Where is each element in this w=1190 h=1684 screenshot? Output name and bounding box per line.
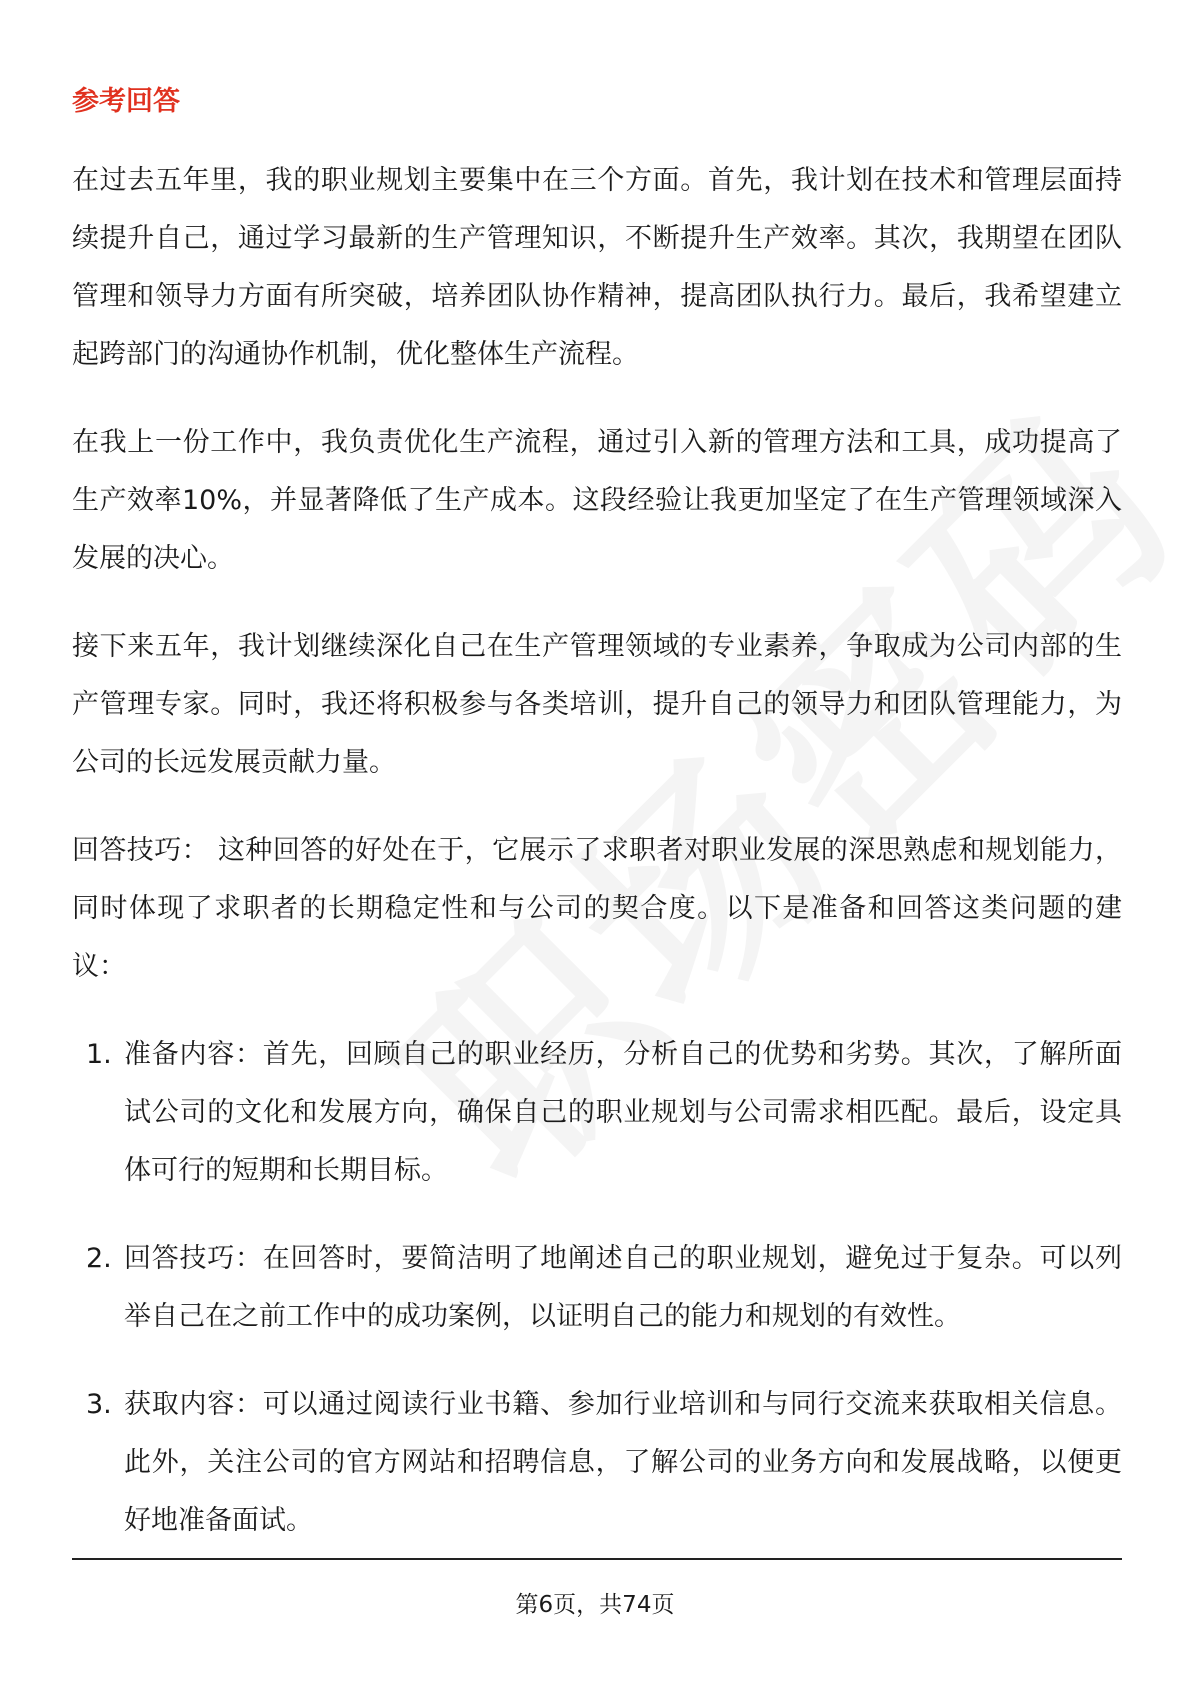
page-number: 第6页，共74页 — [515, 1592, 675, 1618]
tips-list — [72, 1026, 1122, 1550]
paragraph-answer-tips: 回答技巧： 这种回答的好处在于，它展示了求职者对职业发展的深思熟虑和规划能力，同时体现了求职者的长期稳定性和与公司的契合度。以下是准备和回答这类问题的建议： — [72, 835, 1122, 982]
list-item-text: 获取内容：可以通过阅读行业书籍、参加行业培训和与同行交流来获取相关信息。此外，关注公司的官方网站和招聘信息，了解公司的业务方向和发展战略，以便更好地准备面试。 — [124, 1389, 1122, 1536]
list-item-text: 回答技巧：在回答时，要简洁明了地阐述自己的职业规划，避免过于复杂。可以列举自己在之前工作中的成功案例，以证明自己的能力和规划的有效性。 — [124, 1243, 1122, 1332]
list-item-number: 3. — [86, 1389, 112, 1420]
section-heading: 参考回答 — [72, 86, 180, 117]
list-item — [72, 1026, 1122, 1200]
list-item — [72, 1230, 1122, 1346]
footer-divider — [72, 1558, 1122, 1560]
document-body — [72, 82, 1122, 1580]
list-item — [72, 1376, 1122, 1550]
paragraph-previous-job: 在我上一份工作中，我负责优化生产流程，通过引入新的管理方法和工具，成功提高了生产效率10%，并显著降低了生产成本。这段经验让我更加坚定了在生产管理领域深入发展的决心。 — [72, 427, 1122, 574]
paragraph-next-five-years: 接下来五年，我计划继续深化自己在生产管理领域的专业素养，争取成为公司内部的生产管理专家。同时，我还将积极参与各类培训，提升自己的领导力和团队管理能力，为公司的长远发展贡献力量。 — [72, 631, 1122, 778]
paragraph-career-plan: 在过去五年里，我的职业规划主要集中在三个方面。首先，我计划在技术和管理层面持续提升自己，通过学习最新的生产管理知识，不断提升生产效率。其次，我期望在团队管理和领导力方面有所突破，培养团队协作精神，提高团队执行力。最后，我希望建立起跨部门的沟通协作机制，优化整体生产流程。 — [72, 165, 1122, 370]
list-item-text: 准备内容：首先，回顾自己的职业经历，分析自己的优势和劣势。其次，了解所面试公司的文化和发展方向，确保自己的职业规划与公司需求相匹配。最后，设定具体可行的短期和长期目标。 — [124, 1039, 1122, 1186]
list-item-number: 1. — [86, 1039, 112, 1070]
list-item-number: 2. — [86, 1243, 112, 1274]
